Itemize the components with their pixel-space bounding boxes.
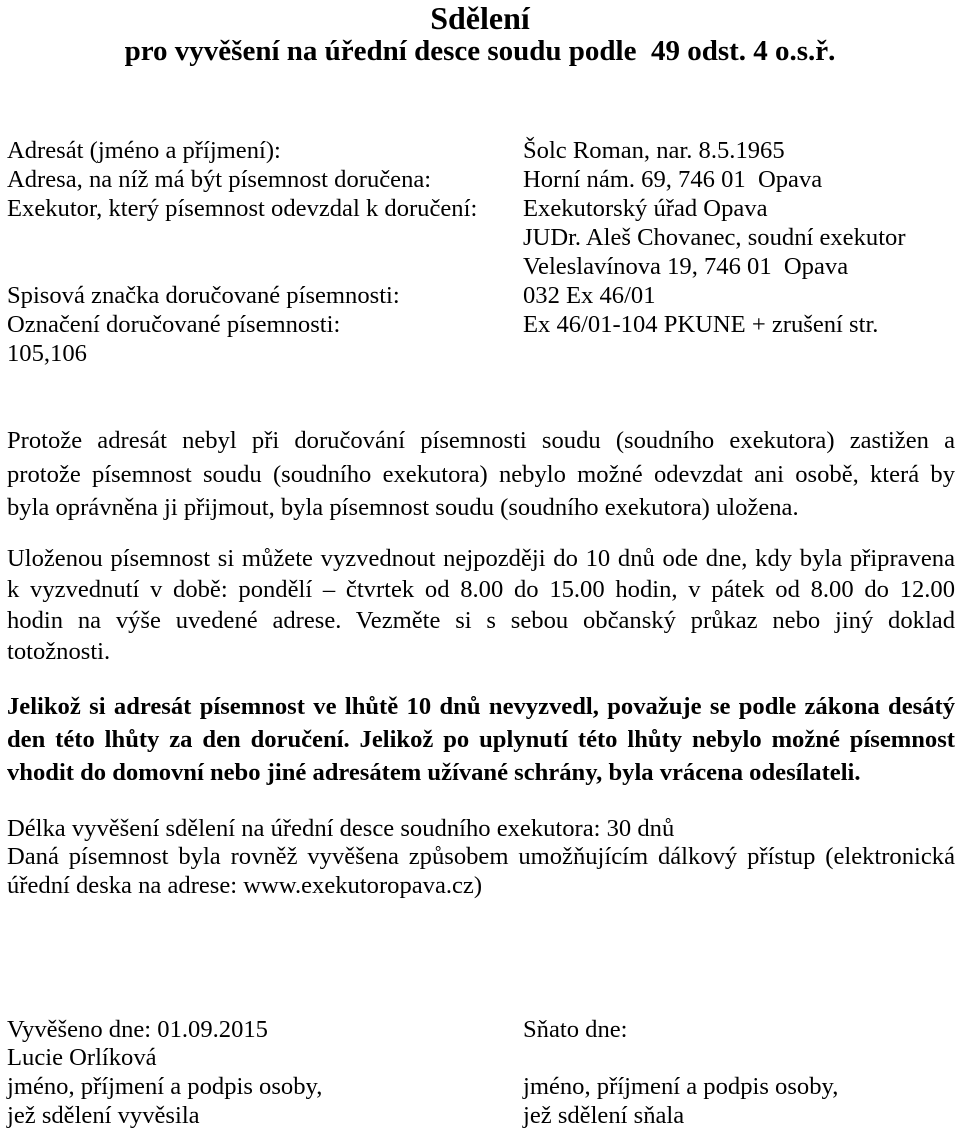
- removed-caption-line: jméno, příjmení a podpis osoby,: [523, 1072, 839, 1100]
- paragraph-pickup-info: [7, 543, 955, 667]
- paragraph-line: den této lhůty za den doručení. Jelikož po uplynutí této lhůty nebylo možné písemnost: [7, 725, 955, 753]
- paragraph-posting-info: [7, 815, 955, 901]
- posting-duration: Délka vyvěšení sdělení na úřední desce soudního exekutora: 30 dnů: [7, 814, 675, 842]
- posted-date-value: 01.09.2015: [157, 1015, 268, 1043]
- recipient-value: Šolc Roman, nar. 8.5.1965: [523, 137, 785, 164]
- paragraph-line: Uloženou písemnost si můžete vyzvednout nejpozději do 10 dnů ode dne, kdy byla připravena: [7, 545, 955, 572]
- paragraph-line: k vyzvednutí v době: pondělí – čtvrtek od 8.00 do 15.00 hodin, v pátek od 8.00 do 12.00: [7, 576, 955, 603]
- posted-caption-line: jméno, příjmení a podpis osoby,: [7, 1072, 323, 1100]
- paragraph-line: vhodit do domovní nebo jiné adresátem užívané schrány, byla vrácena odesílateli.: [7, 758, 861, 786]
- paragraph-line: hodin na výše uvedené adrese. Vezměte si s sebou občanský průkaz nebo jiný doklad: [7, 607, 955, 634]
- paragraph-line: byla oprávněna ji přijmout, byla písemnost soudu (soudního exekutora) uložena.: [7, 494, 799, 521]
- posted-date: [7, 1016, 523, 1045]
- executor-label: Exekutor, který písemnost odevzdal k doručení:: [7, 195, 478, 222]
- document-value: Ex 46/01-104 PKUNE + zrušení str.: [523, 311, 879, 338]
- case-number-label: Spisová značka doručované písemnosti:: [7, 282, 400, 309]
- paragraph-line: protože písemnost soudu (soudního exekutora) nebylo možné odevzdat ani osobě, která by: [7, 460, 955, 488]
- notice-title: Sdělení: [430, 0, 530, 36]
- executor-name: JUDr. Aleš Chovanec, soudní exekutor: [523, 224, 906, 251]
- document-label: Označení doručované písemnosti:: [7, 311, 341, 338]
- posted-caption-line: jež sdělení vyvěsila: [7, 1101, 200, 1129]
- signature-block: [7, 1016, 955, 1131]
- paragraph-line: totožnosti.: [7, 638, 111, 665]
- notice-subtitle: pro vyvěšení na úřední desce soudu podle 49 odst. 4 o.s.ř.: [124, 35, 836, 67]
- paragraph-line: úřední deska na adrese: www.exekutoropava.cz): [7, 871, 483, 899]
- document-value-continuation: 105,106: [7, 340, 87, 367]
- posted-by-name: Lucie Orlíková: [7, 1044, 157, 1072]
- paragraph-line: Protože adresát nebyl při doručování písemnosti soudu (soudního exekutora) zastižen a: [7, 427, 955, 454]
- paragraph-not-delivered: [7, 424, 955, 525]
- delivery-address-label: Adresa, na níž má být písemnost doručena:: [7, 166, 432, 193]
- case-number-value: 032 Ex 46/01: [523, 282, 656, 309]
- paragraph-line: Daná písemnost byla rovněž vyvěšena způsobem umožňujícím dálkový přístup (elektronická: [7, 843, 955, 871]
- posted-date-label: Vyvěšeno dne:: [7, 1015, 152, 1043]
- removed-date-label: Sňato dne:: [523, 1015, 628, 1043]
- executor-office: Exekutorský úřad Opava: [523, 195, 768, 222]
- delivery-address-value: Horní nám. 69, 746 01 Opava: [523, 166, 823, 193]
- paragraph-line: Jelikož si adresát písemnost ve lhůtě 10 dnů nevyzvedl, považuje se podle zákona desátý: [7, 692, 955, 720]
- removed-caption-line: jež sdělení sňala: [523, 1101, 685, 1129]
- delivery-details: [7, 136, 955, 368]
- executor-address: Veleslavínova 19, 746 01 Opava: [523, 253, 849, 280]
- recipient-label: Adresát (jméno a příjmení):: [7, 137, 281, 164]
- paragraph-returned-notice: [7, 690, 955, 789]
